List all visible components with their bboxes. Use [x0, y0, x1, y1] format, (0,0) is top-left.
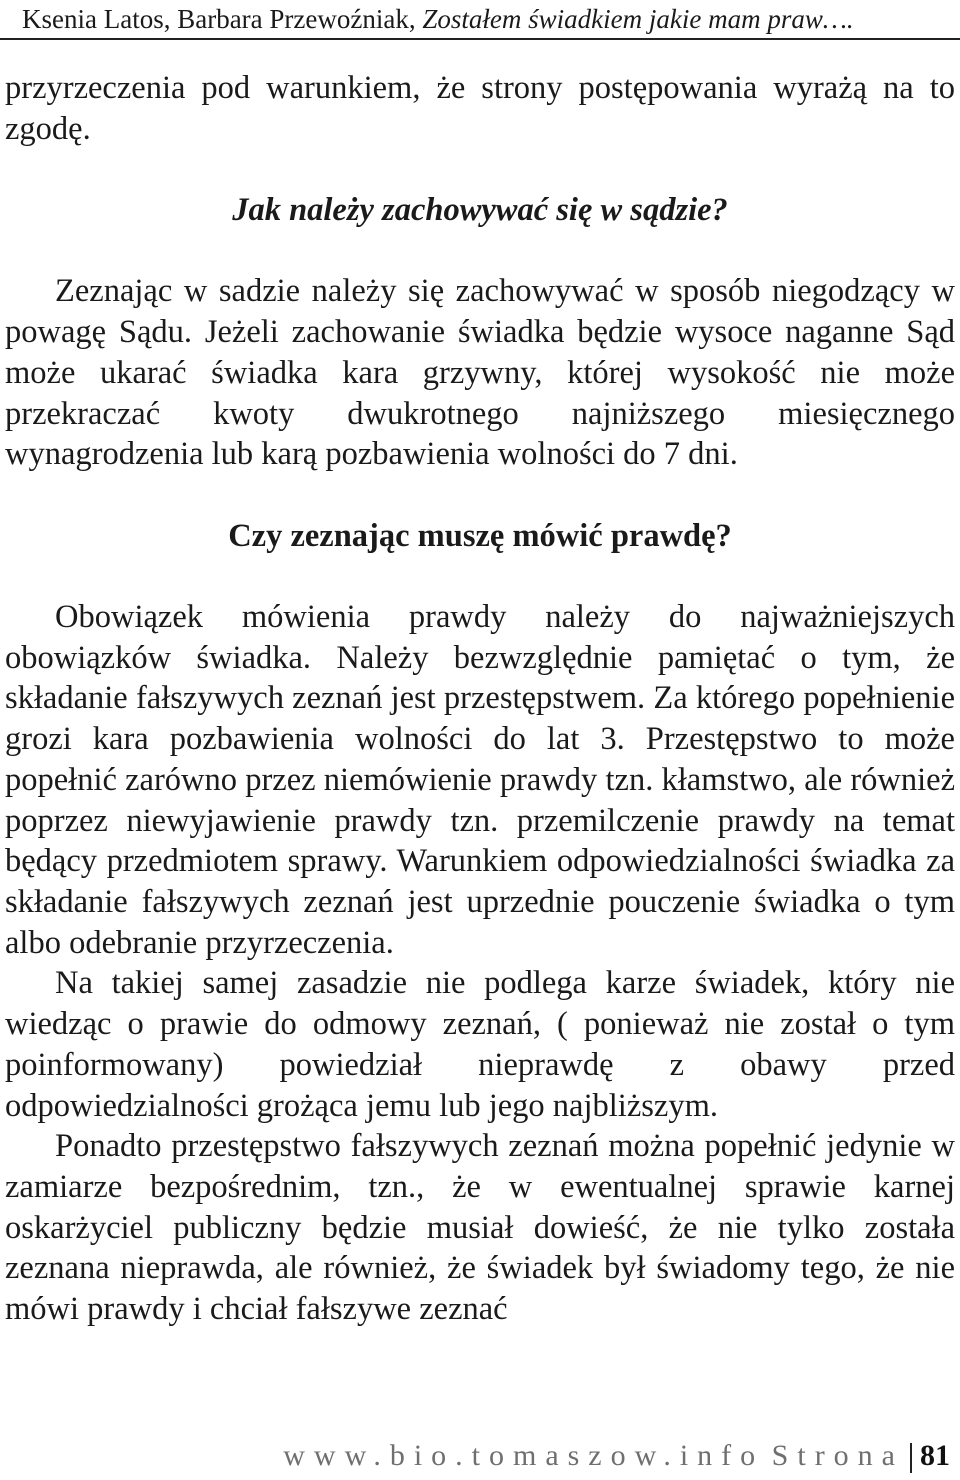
- page-content: [5, 68, 955, 1330]
- running-header: [0, 0, 960, 40]
- section-heading-behavior: Jak należy zachowywać się w sądzie?: [232, 192, 728, 229]
- footer-separator: [910, 1443, 912, 1473]
- paragraph-behavior: Zeznając w sadzie należy się zachowywać w sposób niegodzący w powagę Sądu. Jeżeli zachowanie świadka będzie wysoce naganne Sąd może ukarać świadka kara grzywny, której wysokość nie może przekraczać kwoty dwukrotnego najniższego miesięcznego wynagrodzenia lub karą pozbawienia wolności do 7 dni.: [5, 273, 955, 473]
- page-footer: [283, 1436, 950, 1476]
- footer-site: www.bio.tomaszow.info: [283, 1439, 765, 1472]
- section-heading-truth: Czy zeznając muszę mówić prawdę?: [228, 517, 732, 554]
- spacer: [5, 556, 955, 597]
- footer-page-label: Strona: [771, 1439, 904, 1472]
- header-authors: Ksenia Latos, Barbara Przewoźniak,: [22, 4, 423, 34]
- paragraph-intro: przyrzeczenia pod warunkiem, że strony postępowania wyrażą na to zgodę.: [5, 70, 955, 147]
- spacer: [5, 475, 955, 516]
- spacer: [5, 231, 955, 272]
- paragraph-exemption: Na takiej samej zasadzie nie podlega karze świadek, który nie wiedząc o prawie do odmowy zeznań, ( ponieważ nie został o tym poinformowany) powiedział nieprawdę z obawy przed odpowiedzialności grożąca jemu lub jego najbliższym.: [5, 965, 955, 1124]
- paragraph-truth: Obowiązek mówienia prawdy należy do najważniejszych obowiązków świadka. Należy bezwzględnie pamiętać o tym, że składanie fałszywych zeznań jest przestępstwem. Za którego popełnienie grozi kara pozbawienia wolności do lat 3. Przestępstwo to może popełnić zarówno przez niemówienie prawdy tzn. kłamstwo, ale również poprzez niewyjawienie prawdy tzn. przemilczenie prawdy na temat będący przedmiotem sprawy. Warunkiem odpowiedzialności świadka za składanie fałszywych zeznań jest uprzednie pouczenie świadka o tym albo odebranie przyrzeczenia.: [5, 599, 955, 961]
- paragraph-intent: Ponadto przestępstwo fałszywych zeznań można popełnić jedynie w zamiarze bezpośrednim, tzn., że w ewentualnej sprawie karnej oskarżyciel publiczny będzie musiał dowieść, że nie tylko została zeznana nieprawda, ale również, że świadek był świadomy tego, że nie mówi prawdy i chciał fałszywe zeznać: [5, 1128, 955, 1328]
- spacer: [5, 149, 955, 190]
- page-number: 81: [920, 1439, 950, 1472]
- header-title: Zostałem świadkiem jakie mam praw….: [422, 4, 854, 34]
